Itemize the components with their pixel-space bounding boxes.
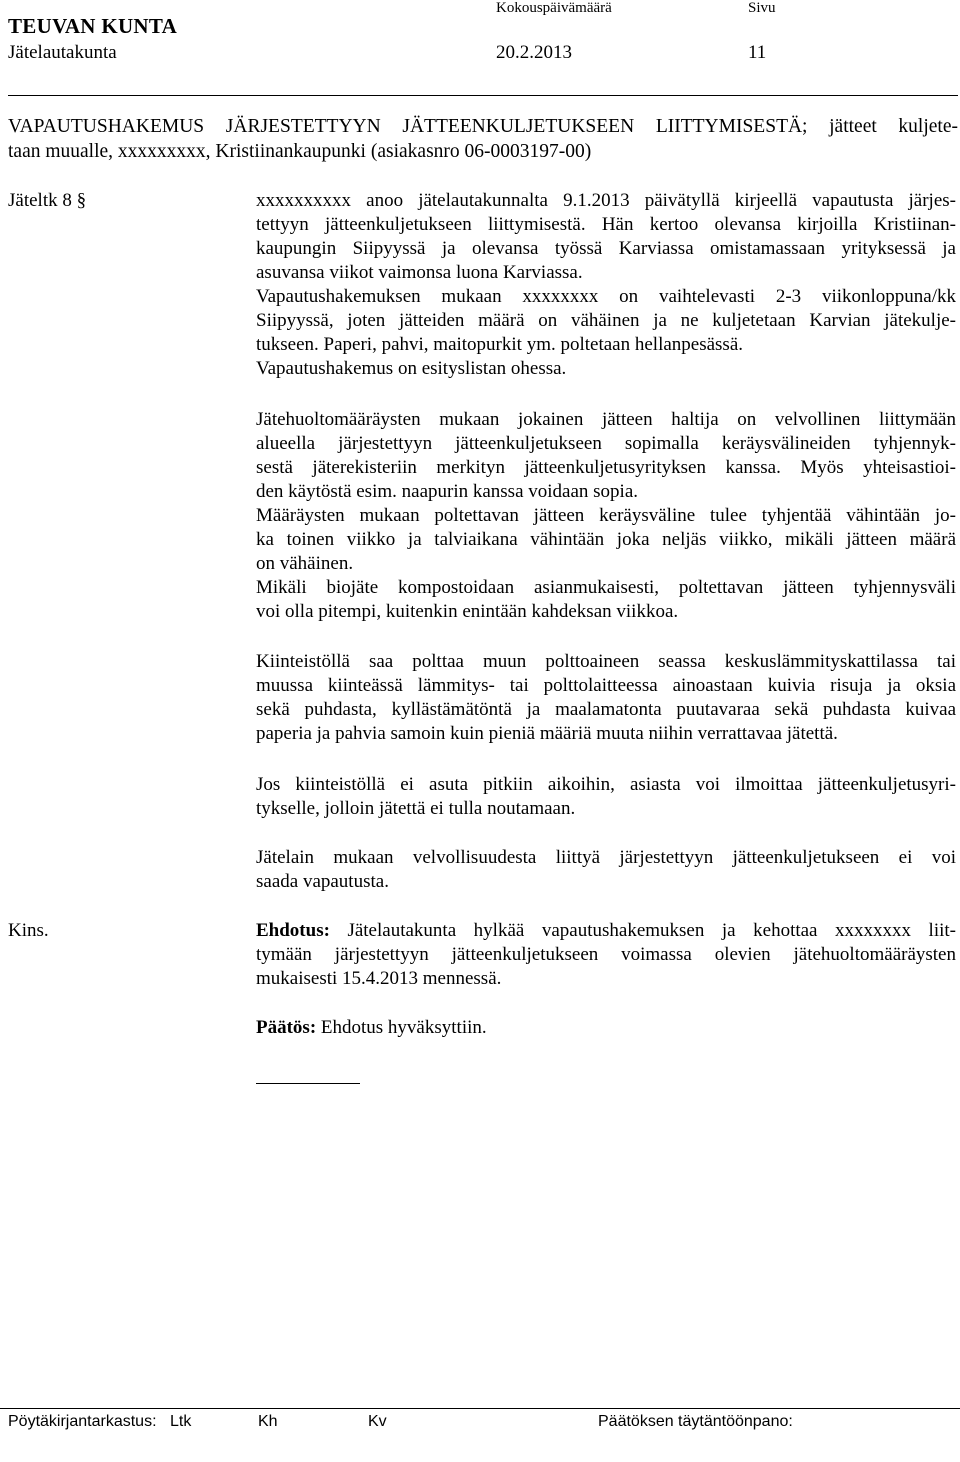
document-title [8,115,958,164]
text-line: asuvansa viikot vaimonsa luona Karviassa. [256,262,583,283]
text-line: voi olla pitempi, kuitenkin enintään kahdeksan viikkoa. [256,601,679,622]
review-initials-kh: Kh [258,1413,278,1430]
page-number: 11 [748,42,767,63]
text-line: sestä jäterekisteriin merkityn jätteenkuljetusyrityksen kanssa. Myös yhteisastioi- [256,457,956,478]
review-initials-ltk: Ltk [170,1413,192,1430]
text-line: Määräysten mukaan poltettavan jätteen keräysväline tulee tyhjentää vähintään jo- [256,505,956,526]
text-line: tykselle, jolloin jätettä ei tulla noutamaan. [256,798,576,819]
text-line: Vapautushakemus on esityslistan ohessa. [256,358,567,379]
text-line: den käytöstä esim. naapurin kanssa voidaan sopia. [256,481,639,502]
decision-label: Päätös: [256,1017,317,1038]
footer-divider [0,1408,960,1409]
header-divider [8,95,958,96]
committee-name: Jätelautakunta [8,42,117,63]
text-line [256,919,956,943]
paragraph-application [256,189,956,381]
meeting-date-label: Kokouspäivämäärä [496,0,612,16]
meeting-date: 20.2.2013 [496,42,572,63]
paragraph-regulations [256,408,956,624]
text-line: alueella järjestettyyn jätteenkuljetukseen sopimalla keräysvälineiden tyhjennyk- [256,433,956,454]
organization-name: TEUVAN KUNTA [8,14,178,38]
text-line: tymään järjestettyyn jätteenkuljetukseen voimassa olevien jätehuoltomääräysten [256,944,956,965]
section-label: Jäteltk 8 § [8,190,87,211]
decision-text: Ehdotus hyväksyttiin. [316,1017,487,1038]
text-line: Vapautushakemuksen mukaan xxxxxxxx on vaihtelevasti 2-3 viikonloppuna/kk [256,286,956,307]
execution-label: Päätöksen täytäntöönpano: [598,1413,793,1430]
text-line: Jätelain mukaan velvollisuudesta liittyä järjestettyyn jätteenkuljetukseen ei voi [256,847,956,868]
text-line: Mikäli biojäte kompostoidaan asianmukaisesti, poltettavan jätteen tyhjennysväli [256,577,956,598]
text-line: saada vapautusta. [256,871,389,892]
text-line: on vähäinen. [256,553,354,574]
title-line: taan muualle, xxxxxxxxx, Kristiinankaupunki (asiakasnro 06-0003197-00) [8,140,592,162]
review-label: Pöytäkirjantarkastus: [8,1413,157,1430]
text-line: Jos kiinteistöllä ei asuta pitkiin aikoihin, asiasta voi ilmoittaa jätteenkuljetusyri- [256,774,956,795]
paragraph-burning [256,650,956,746]
text-line: Siipyyssä, joten jätteiden määrä on vähäinen ja ne kuljetetaan Karvian jätekulje- [256,310,956,331]
text-line: paperia ja pahvia samoin kuin pieniä määriä muuta niihin verrattavaa jätettä. [256,723,838,744]
page-label: Sivu [748,0,776,16]
text-line: tukseen. Paperi, pahvi, maitopurkit ym. poltetaan hellanpesässä. [256,334,744,355]
text-line [256,1016,956,1040]
text-line: Jätehuoltomääräysten mukaan jokainen jätteen haltija on velvollinen liittymään [256,409,956,430]
decision-paragraph [256,1016,956,1040]
text-line: ka toinen viikko ja talviaikana vähintään joka neljäs viikko, mikäli jätteen määrä [256,529,956,550]
text-line: muussa kiinteässä lämmitys- tai polttolaitteessa ainoastaan kuivia risuja ja oksia [256,675,956,696]
text-line: xxxxxxxxxx anoo jätelautakunnalta 9.1.2013 päivätyllä kirjeellä vapautusta järjes- [256,190,956,211]
paragraph-vacancy [256,773,956,821]
text-line: sekä puhdasta, kyllästämätöntä ja maalamatonta puutavaraa sekä puhdasta kuivaa [256,699,956,720]
proposal-label: Ehdotus: [256,920,330,941]
proposal-text: Jätelautakunta hylkää vapautushakemuksen ja kehottaa xxxxxxxx liit- [329,920,956,941]
title-line: VAPAUTUSHAKEMUS JÄRJESTETTYYN JÄTTEENKULJETUKSEEN LIITTYMISESTÄ; jätteet kuljete- [8,116,958,137]
review-initials-kv: Kv [368,1413,387,1430]
text-line: Kiinteistöllä saa polttaa muun polttoaineen seassa keskuslämmityskattilassa tai [256,651,956,672]
text-line: kaupungin Siipyyssä ja olevansa työssä Karviassa omistamassaan yrityksessä ja [256,238,956,259]
kins-label: Kins. [8,920,49,941]
text-line: mukaisesti 15.4.2013 mennessä. [256,968,502,989]
proposal-paragraph [256,919,956,991]
paragraph-waste-law [256,846,956,894]
signature-line [256,1083,360,1084]
text-line: tettyyn jätteenkuljetukseen liittymisestä. Hän kertoo olevansa kirjoilla Kristiinan- [256,214,956,235]
